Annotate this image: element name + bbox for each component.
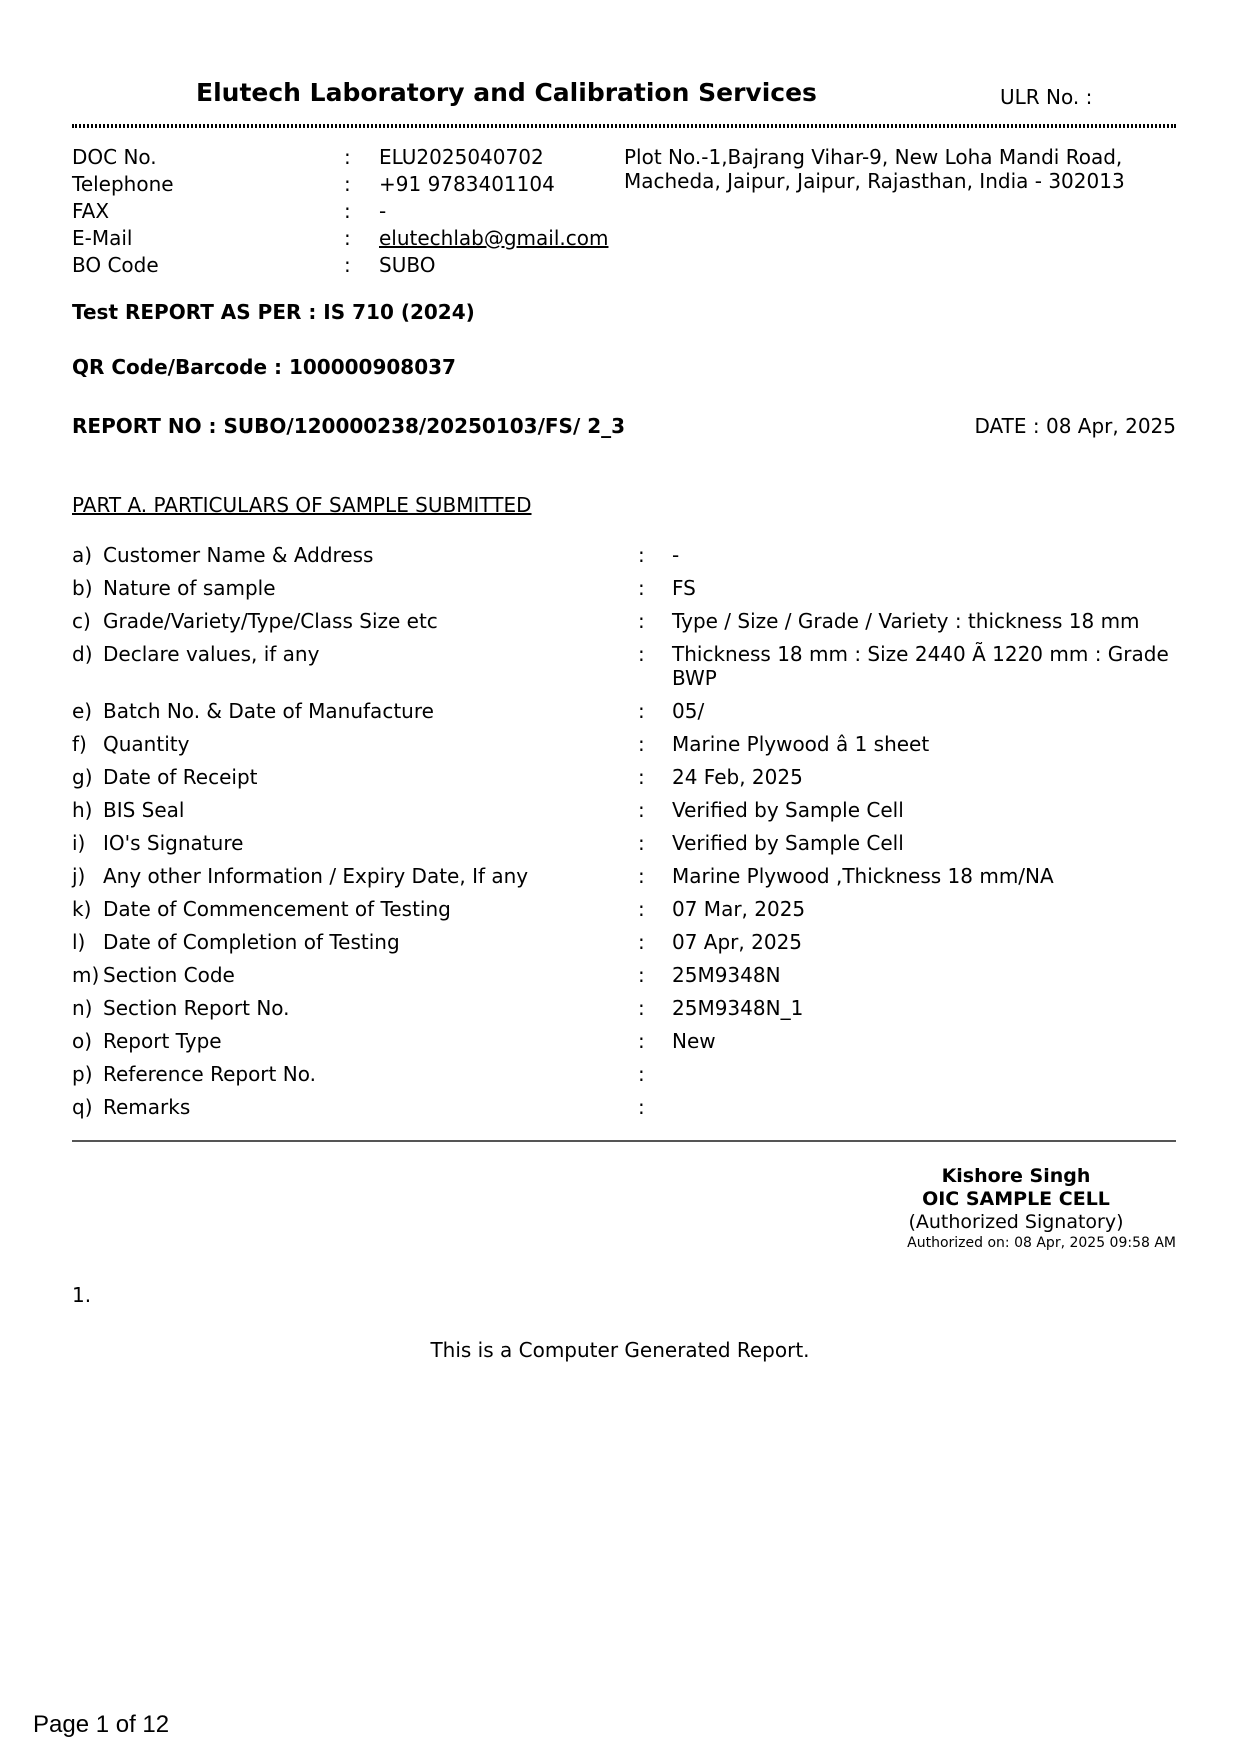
particulars-row [72, 573, 1176, 606]
row-label: Report Type [103, 1029, 222, 1053]
note-number: 1. [72, 1283, 92, 1307]
row-letter: q) [72, 1095, 93, 1119]
particulars-row [72, 894, 1176, 927]
test-standard-line: Test REPORT AS PER : IS 710 (2024) [72, 300, 475, 324]
row-value: Verified by Sample Cell [672, 831, 904, 855]
row-colon: : [638, 996, 645, 1020]
part-a-heading: PART A. PARTICULARS OF SAMPLE SUBMITTED [72, 493, 532, 517]
particulars-row [72, 927, 1176, 960]
signatory-title: (Authorized Signatory) [908, 1211, 1124, 1233]
row-letter: o) [72, 1029, 93, 1053]
lab-title: Elutech Laboratory and Calibration Services [196, 78, 817, 107]
contact-key: DOC No. [72, 145, 157, 169]
contact-value: - [379, 199, 387, 223]
row-colon: : [638, 576, 645, 600]
row-colon: : [638, 732, 645, 756]
signature-divider [72, 1140, 1176, 1142]
particulars-row [72, 639, 1176, 696]
header-divider [72, 124, 1176, 128]
row-colon: : [638, 1095, 645, 1119]
row-letter: l) [72, 930, 86, 954]
row-colon: : [638, 765, 645, 789]
row-label: Nature of sample [103, 576, 276, 600]
row-label: Date of Receipt [103, 765, 258, 789]
computer-generated-note: This is a Computer Generated Report. [430, 1338, 810, 1362]
row-letter: f) [72, 732, 87, 756]
row-colon: : [638, 1062, 645, 1086]
row-label: Any other Information / Expiry Date, If any [103, 864, 529, 888]
report-date: DATE : 08 Apr, 2025 [974, 414, 1176, 438]
row-colon: : [638, 543, 645, 567]
row-colon: : [638, 699, 645, 723]
row-colon: : [638, 798, 645, 822]
qr-code-line: QR Code/Barcode : 100000908037 [72, 355, 456, 379]
particulars-row [72, 795, 1176, 828]
row-value: 05/ [672, 699, 705, 723]
report-number: REPORT NO : SUBO/120000238/20250103/FS/ 2_3 [72, 414, 626, 438]
particulars-row [72, 729, 1176, 762]
row-label: Date of Commencement of Testing [103, 897, 451, 921]
row-value: New [672, 1029, 716, 1053]
row-colon: : [638, 609, 645, 633]
contact-colon: : [344, 145, 351, 169]
row-colon: : [638, 897, 645, 921]
row-colon: : [638, 1029, 645, 1053]
particulars-row [72, 540, 1176, 573]
contact-value: ELU2025040702 [379, 145, 544, 169]
contact-colon: : [344, 199, 351, 223]
row-label: Customer Name & Address [103, 543, 374, 567]
ulr-number-label: ULR No. : [1000, 85, 1093, 109]
particulars-row [72, 1092, 1176, 1125]
particulars-row [72, 960, 1176, 993]
row-value: 25M9348N [672, 963, 781, 987]
contact-key: FAX [72, 199, 110, 223]
row-value: FS [672, 576, 696, 600]
row-value [672, 1092, 1172, 1095]
row-letter: j) [72, 864, 86, 888]
row-letter: a) [72, 543, 93, 567]
row-letter: e) [72, 699, 93, 723]
contact-colon: : [344, 226, 351, 250]
particulars-row [72, 1026, 1176, 1059]
row-label: Remarks [103, 1095, 191, 1119]
row-letter: i) [72, 831, 86, 855]
particulars-row [72, 828, 1176, 861]
contact-key: E-Mail [72, 226, 133, 250]
contact-value: +91 9783401104 [379, 172, 555, 196]
email-link[interactable]: elutechlab@gmail.com [379, 226, 609, 250]
particulars-row [72, 762, 1176, 795]
lab-address: Plot No.-1,Bajrang Vihar-9, New Loha Mandi Road, Macheda, Jaipur, Jaipur, Rajasthan, India - 302013 [624, 145, 1125, 193]
signatory-block [856, 1165, 1176, 1252]
row-value: Type / Size / Grade / Variety : thickness 18 mm [672, 609, 1140, 633]
row-value: 07 Apr, 2025 [672, 930, 803, 954]
row-label: Batch No. & Date of Manufacture [103, 699, 434, 723]
signatory-name: Kishore Singh [941, 1165, 1091, 1187]
row-value: Marine Plywood ,Thickness 18 mm/NA [672, 864, 1054, 888]
row-label: Section Report No. [103, 996, 290, 1020]
row-letter: h) [72, 798, 93, 822]
particulars-row [72, 606, 1176, 639]
row-label: IO's Signature [103, 831, 244, 855]
row-label: Grade/Variety/Type/Class Size etc [103, 609, 438, 633]
contact-key: Telephone [72, 172, 174, 196]
row-value: 25M9348N_1 [672, 996, 804, 1020]
page-indicator: Page 1 of 12 [33, 1711, 170, 1738]
row-label: Declare values, if any [103, 642, 320, 666]
row-value: Marine Plywood â 1 sheet [672, 732, 930, 756]
row-letter: k) [72, 897, 92, 921]
row-label: BIS Seal [103, 798, 185, 822]
row-label: Date of Completion of Testing [103, 930, 400, 954]
row-value [672, 1059, 1172, 1062]
row-colon: : [638, 864, 645, 888]
row-letter: b) [72, 576, 93, 600]
particulars-row [72, 993, 1176, 1026]
row-value: 07 Mar, 2025 [672, 897, 806, 921]
particulars-table [72, 540, 1176, 1125]
authorization-timestamp: Authorized on: 08 Apr, 2025 09:58 AM [907, 1235, 1176, 1251]
row-value: - [672, 543, 680, 567]
row-colon: : [638, 831, 645, 855]
row-letter: c) [72, 609, 91, 633]
particulars-row [72, 696, 1176, 729]
row-label: Quantity [103, 732, 190, 756]
signatory-role: OIC SAMPLE CELL [922, 1188, 1110, 1210]
contact-value: SUBO [379, 253, 436, 277]
row-letter: n) [72, 996, 93, 1020]
row-colon: : [638, 963, 645, 987]
row-value: Thickness 18 mm : Size 2440 Ã 1220 mm : Grade BWP [672, 642, 1169, 690]
row-label: Section Code [103, 963, 235, 987]
row-colon: : [638, 930, 645, 954]
contact-colon: : [344, 172, 351, 196]
row-letter: d) [72, 642, 93, 666]
row-label: Reference Report No. [103, 1062, 316, 1086]
contact-key: BO Code [72, 253, 159, 277]
row-letter: m) [72, 963, 100, 987]
row-letter: p) [72, 1062, 93, 1086]
row-colon: : [638, 642, 645, 666]
particulars-row [72, 1059, 1176, 1092]
row-value: 24 Feb, 2025 [672, 765, 803, 789]
contact-colon: : [344, 253, 351, 277]
row-letter: g) [72, 765, 93, 789]
row-value: Verified by Sample Cell [672, 798, 904, 822]
particulars-row [72, 861, 1176, 894]
